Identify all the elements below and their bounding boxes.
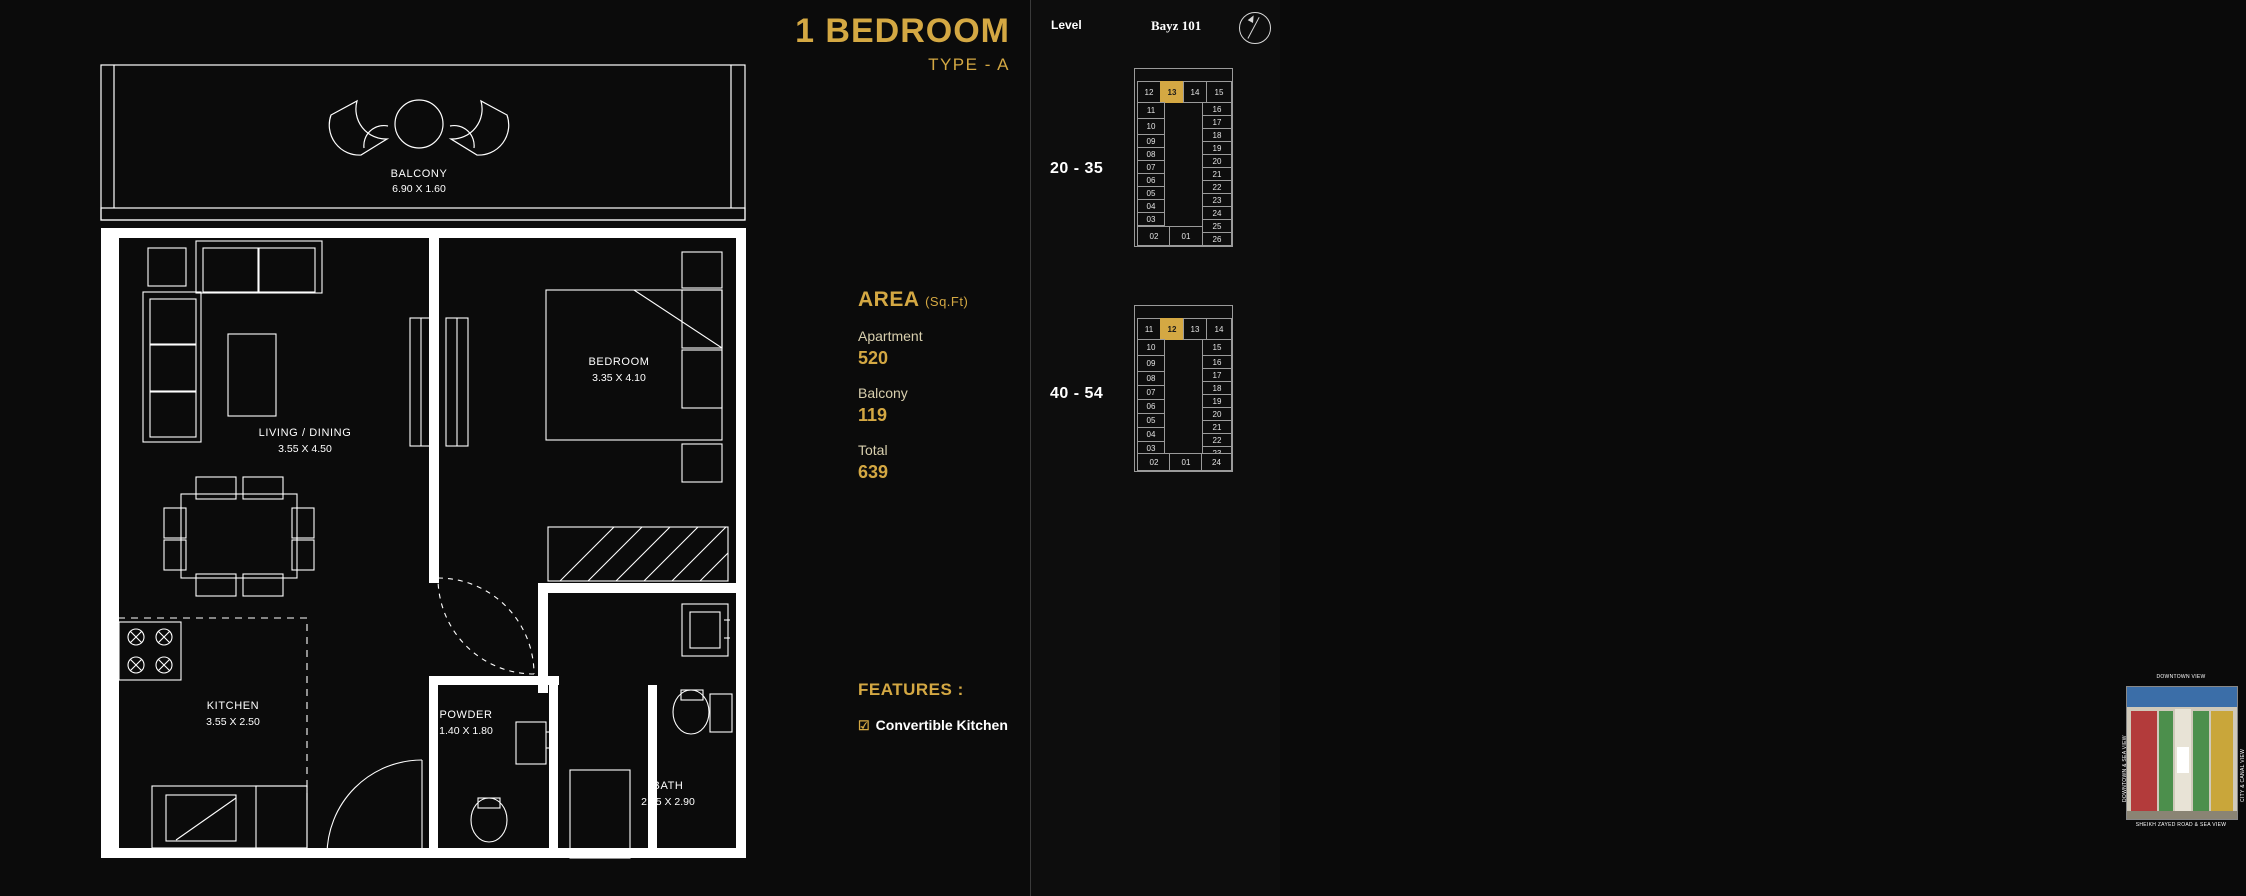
unit-04[interactable]: 04 — [1137, 199, 1165, 213]
unit2-02[interactable]: 02 — [1137, 453, 1171, 471]
plan-title — [640, 14, 1010, 75]
map-block-right — [2211, 711, 2233, 811]
unit-02[interactable]: 02 — [1137, 226, 1171, 246]
area-unit: (Sq.Ft) — [925, 294, 969, 309]
unit-19[interactable]: 19 — [1202, 141, 1232, 155]
unit-26[interactable]: 26 — [1202, 232, 1232, 246]
unit2-13[interactable]: 13 — [1183, 318, 1207, 340]
feature-label: Convertible Kitchen — [875, 717, 1008, 733]
unit2-24[interactable]: 24 — [1201, 453, 1232, 471]
svg-text:KITCHEN: KITCHEN — [206, 700, 260, 712]
floorplate-range-1: 20 - 35 — [1050, 160, 1104, 177]
unit2-22[interactable]: 22 — [1202, 433, 1232, 447]
unit-08[interactable]: 08 — [1137, 147, 1165, 161]
svg-text:1.40 X 1.80: 1.40 X 1.80 — [439, 725, 493, 737]
unit-20[interactable]: 20 — [1202, 154, 1232, 168]
unit-07[interactable]: 07 — [1137, 160, 1165, 174]
unit2-19[interactable]: 19 — [1202, 394, 1232, 408]
unit-13-highlighted[interactable]: 13 — [1160, 81, 1184, 103]
area-value-balcony: 119 — [858, 405, 888, 425]
area-row-total — [858, 442, 1038, 483]
unit2-20[interactable]: 20 — [1202, 407, 1232, 421]
keyplan-2 — [1134, 305, 1233, 472]
unit2-08[interactable]: 08 — [1137, 371, 1165, 386]
unit2-01[interactable]: 01 — [1169, 453, 1203, 471]
unit-23[interactable]: 23 — [1202, 193, 1232, 207]
level-label: Level — [1051, 18, 1082, 32]
unit2-04[interactable]: 04 — [1137, 427, 1165, 442]
unit2-17[interactable]: 17 — [1202, 368, 1232, 382]
unit2-15[interactable]: 15 — [1202, 339, 1232, 356]
floorplate-20-35 — [1031, 60, 1280, 255]
svg-text:BEDROOM: BEDROOM — [588, 356, 650, 368]
svg-text:POWDER: POWDER — [439, 709, 493, 721]
svg-text:2.15 X 2.90: 2.15 X 2.90 — [641, 796, 695, 808]
unit-25[interactable]: 25 — [1202, 219, 1232, 233]
svg-text:BALCONY: BALCONY — [390, 168, 448, 180]
checkbox-icon: ☑ — [858, 718, 870, 733]
unit2-16[interactable]: 16 — [1202, 355, 1232, 369]
locmap-bottom-label: SHEIKH ZAYED ROAD & SEA VIEW — [2135, 822, 2227, 828]
features-title: FEATURES : — [858, 680, 964, 699]
unit-24[interactable]: 24 — [1202, 206, 1232, 220]
floorplate-40-54 — [1031, 295, 1280, 490]
area-heading — [858, 288, 1038, 312]
unit-11[interactable]: 11 — [1137, 102, 1165, 119]
project-name: Bayz 101 — [1151, 18, 1202, 33]
map-highway — [2127, 811, 2237, 819]
floorplan-drawing-area — [0, 0, 1030, 896]
unit2-14[interactable]: 14 — [1206, 318, 1232, 340]
unit2-03[interactable]: 03 — [1137, 441, 1165, 456]
unit-18[interactable]: 18 — [1202, 128, 1232, 142]
unit-12[interactable]: 12 — [1137, 81, 1161, 103]
unit2-07[interactable]: 07 — [1137, 385, 1165, 400]
area-label-apartment: Apartment — [858, 328, 923, 344]
plan-title-sub: TYPE - A — [928, 55, 1010, 74]
area-row-balcony — [858, 385, 1038, 426]
map-water — [2127, 687, 2237, 707]
area-value-total: 639 — [858, 462, 889, 482]
unit2-21[interactable]: 21 — [1202, 420, 1232, 434]
locmap-image — [2126, 686, 2238, 820]
svg-text:BATH: BATH — [652, 780, 684, 792]
unit2-06[interactable]: 06 — [1137, 399, 1165, 414]
unit2-05[interactable]: 05 — [1137, 413, 1165, 428]
unit2-12-highlighted[interactable]: 12 — [1160, 318, 1184, 340]
compass-tip — [1247, 14, 1256, 23]
unit-03[interactable]: 03 — [1137, 212, 1165, 226]
unit-22[interactable]: 22 — [1202, 180, 1232, 194]
unit-09[interactable]: 09 — [1137, 134, 1165, 148]
area-label-balcony: Balcony — [858, 385, 908, 401]
map-green-left — [2159, 711, 2173, 811]
svg-text:3.55 X 2.50: 3.55 X 2.50 — [206, 716, 260, 728]
svg-text:6.90 X 1.60: 6.90 X 1.60 — [392, 183, 446, 195]
location-map — [2122, 672, 2246, 832]
unit-16[interactable]: 16 — [1202, 102, 1232, 116]
right-panel — [1031, 0, 2246, 896]
unit-01[interactable]: 01 — [1169, 226, 1203, 246]
unit-05[interactable]: 05 — [1137, 186, 1165, 200]
unit-10[interactable]: 10 — [1137, 118, 1165, 135]
north-arrow-icon — [1239, 12, 1271, 44]
locmap-top-label: DOWNTOWN VIEW — [2156, 674, 2206, 680]
unit2-09[interactable]: 09 — [1137, 355, 1165, 372]
area-block — [858, 288, 1038, 483]
unit-15[interactable]: 15 — [1206, 81, 1232, 103]
area-value-apartment: 520 — [858, 348, 889, 368]
unit-14[interactable]: 14 — [1183, 81, 1207, 103]
locmap-right-label: CITY & CANAL VIEW — [2240, 748, 2246, 802]
area-row-apartment — [858, 328, 1038, 369]
keyplan-1 — [1134, 68, 1233, 247]
area-heading-label: AREA — [858, 288, 919, 311]
svg-text:LIVING / DINING: LIVING / DINING — [258, 427, 352, 439]
svg-text:3.35 X 4.10: 3.35 X 4.10 — [592, 372, 646, 384]
map-green-right — [2193, 711, 2209, 811]
map-tower-marker — [2177, 747, 2189, 773]
unit2-18[interactable]: 18 — [1202, 381, 1232, 395]
svg-text:3.55 X 4.50: 3.55 X 4.50 — [278, 443, 332, 455]
locmap-left-label: DOWNTOWN & SEA VIEW — [2122, 735, 2128, 802]
unit-21[interactable]: 21 — [1202, 167, 1232, 181]
unit-17[interactable]: 17 — [1202, 115, 1232, 129]
plan-title-main: 1 BEDROOM — [795, 12, 1010, 50]
unit2-10[interactable]: 10 — [1137, 339, 1165, 356]
floorplate-range-2: 40 - 54 — [1050, 385, 1104, 402]
map-block-left — [2131, 711, 2157, 811]
area-label-total: Total — [858, 442, 888, 458]
unit2-11[interactable]: 11 — [1137, 318, 1161, 340]
unit-06[interactable]: 06 — [1137, 173, 1165, 187]
